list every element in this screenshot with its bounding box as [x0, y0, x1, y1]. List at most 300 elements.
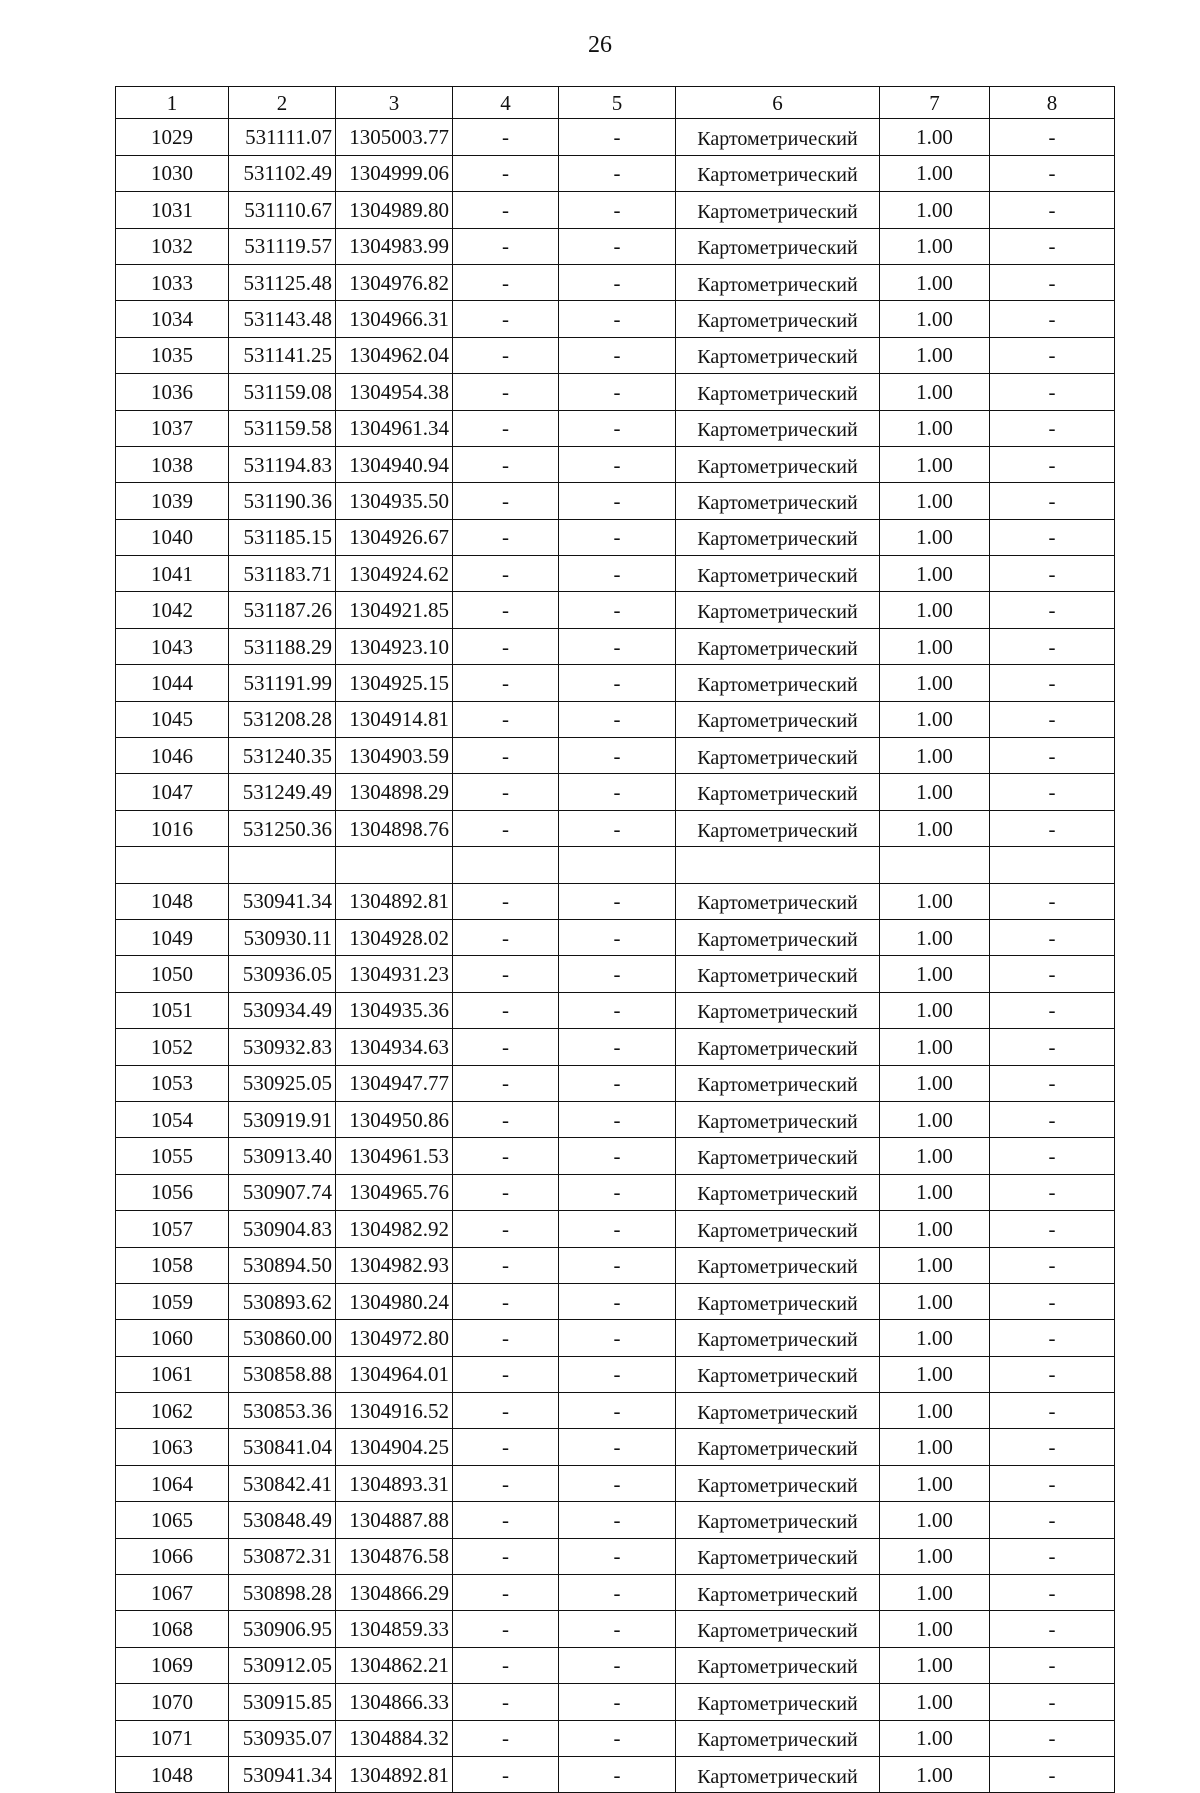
point-number-cell: 1039 [116, 483, 229, 519]
x-coordinate-cell: 530894.50 [229, 1247, 336, 1283]
col-5-cell: - [559, 1065, 676, 1101]
col-8-cell: - [990, 119, 1115, 155]
x-coordinate-cell: 530941.34 [229, 883, 336, 919]
method-cell: Картометрический [676, 1247, 880, 1283]
y-coordinate-cell: 1304934.63 [336, 1029, 453, 1065]
point-number-cell: 1032 [116, 228, 229, 264]
table-row [116, 1320, 1115, 1356]
col-5-cell: - [559, 1393, 676, 1429]
x-coordinate-cell: 531250.36 [229, 810, 336, 846]
col-8-cell: - [990, 1065, 1115, 1101]
accuracy-cell: 1.00 [880, 1647, 990, 1683]
method-cell: Картометрический [676, 1138, 880, 1174]
x-coordinate-cell: 530872.31 [229, 1538, 336, 1574]
y-coordinate-cell: 1304928.02 [336, 919, 453, 955]
col-4-cell: - [453, 1211, 559, 1247]
point-number-cell: 1049 [116, 919, 229, 955]
x-coordinate-cell: 531188.29 [229, 628, 336, 664]
col-8-cell: - [990, 592, 1115, 628]
table-row [116, 1211, 1115, 1247]
col-8-cell: - [990, 956, 1115, 992]
col-5-cell [559, 847, 676, 883]
col-5-cell: - [559, 1138, 676, 1174]
point-number-cell: 1052 [116, 1029, 229, 1065]
y-coordinate-cell: 1305003.77 [336, 119, 453, 155]
col-4-cell: - [453, 228, 559, 264]
col-4-cell: - [453, 1647, 559, 1683]
col-5-cell: - [559, 519, 676, 555]
point-number-cell: 1043 [116, 628, 229, 664]
col-8-cell: - [990, 738, 1115, 774]
accuracy-cell: 1.00 [880, 956, 990, 992]
x-coordinate-cell: 530907.74 [229, 1174, 336, 1210]
method-cell: Картометрический [676, 1575, 880, 1611]
col-4-cell [453, 847, 559, 883]
accuracy-cell: 1.00 [880, 519, 990, 555]
col-4-cell: - [453, 665, 559, 701]
method-cell: Картометрический [676, 701, 880, 737]
y-coordinate-cell: 1304980.24 [336, 1283, 453, 1319]
y-coordinate-cell: 1304866.29 [336, 1575, 453, 1611]
col-8-cell: - [990, 1247, 1115, 1283]
x-coordinate-cell: 530893.62 [229, 1283, 336, 1319]
table-row [116, 1065, 1115, 1101]
method-cell: Картометрический [676, 1320, 880, 1356]
table-row [116, 1101, 1115, 1137]
method-cell: Картометрический [676, 592, 880, 628]
point-number-cell: 1055 [116, 1138, 229, 1174]
col-5-cell: - [559, 701, 676, 737]
method-cell: Картометрический [676, 1611, 880, 1647]
x-coordinate-cell: 530841.04 [229, 1429, 336, 1465]
col-5-cell: - [559, 1283, 676, 1319]
col-4-cell: - [453, 374, 559, 410]
col-4-cell: - [453, 810, 559, 846]
table-row [116, 1611, 1115, 1647]
method-cell: Картометрический [676, 1465, 880, 1501]
table-row [116, 1684, 1115, 1720]
accuracy-cell: 1.00 [880, 228, 990, 264]
accuracy-cell: 1.00 [880, 992, 990, 1028]
y-coordinate-cell: 1304925.15 [336, 665, 453, 701]
accuracy-cell: 1.00 [880, 1211, 990, 1247]
x-coordinate-cell: 530932.83 [229, 1029, 336, 1065]
method-cell: Картометрический [676, 556, 880, 592]
col-4-cell: - [453, 1465, 559, 1501]
col-8-cell: - [990, 883, 1115, 919]
method-cell: Картометрический [676, 155, 880, 191]
point-number-cell: 1045 [116, 701, 229, 737]
column-header-1: 1 [116, 87, 229, 119]
y-coordinate-cell: 1304983.99 [336, 228, 453, 264]
accuracy-cell: 1.00 [880, 192, 990, 228]
col-8-cell: - [990, 264, 1115, 300]
accuracy-cell: 1.00 [880, 1029, 990, 1065]
accuracy-cell: 1.00 [880, 1065, 990, 1101]
col-5-cell: - [559, 919, 676, 955]
y-coordinate-cell: 1304893.31 [336, 1465, 453, 1501]
x-coordinate-cell: 531110.67 [229, 192, 336, 228]
col-4-cell: - [453, 1393, 559, 1429]
point-number-cell: 1048 [116, 883, 229, 919]
column-header-4: 4 [453, 87, 559, 119]
x-coordinate-cell: 531111.07 [229, 119, 336, 155]
accuracy-cell: 1.00 [880, 810, 990, 846]
point-number-cell: 1033 [116, 264, 229, 300]
col-5-cell: - [559, 1756, 676, 1792]
col-8-cell: - [990, 1429, 1115, 1465]
col-5-cell: - [559, 665, 676, 701]
table-row [116, 1720, 1115, 1756]
col-4-cell: - [453, 119, 559, 155]
method-cell: Картометрический [676, 1684, 880, 1720]
accuracy-cell: 1.00 [880, 1429, 990, 1465]
point-number-cell: 1061 [116, 1356, 229, 1392]
table-row [116, 1502, 1115, 1538]
col-5-cell: - [559, 1720, 676, 1756]
y-coordinate-cell: 1304898.76 [336, 810, 453, 846]
col-5-cell: - [559, 374, 676, 410]
col-4-cell: - [453, 556, 559, 592]
method-cell: Картометрический [676, 919, 880, 955]
point-number-cell: 1058 [116, 1247, 229, 1283]
point-number-cell: 1067 [116, 1575, 229, 1611]
col-5-cell: - [559, 1611, 676, 1647]
col-8-cell: - [990, 1320, 1115, 1356]
accuracy-cell: 1.00 [880, 1320, 990, 1356]
column-header-5: 5 [559, 87, 676, 119]
table-row [116, 301, 1115, 337]
col-4-cell: - [453, 1174, 559, 1210]
col-5-cell: - [559, 264, 676, 300]
y-coordinate-cell: 1304876.58 [336, 1538, 453, 1574]
y-coordinate-cell: 1304892.81 [336, 883, 453, 919]
x-coordinate-cell: 531159.08 [229, 374, 336, 410]
col-4-cell: - [453, 410, 559, 446]
y-coordinate-cell: 1304904.25 [336, 1429, 453, 1465]
method-cell: Картометрический [676, 774, 880, 810]
col-5-cell: - [559, 592, 676, 628]
y-coordinate-cell: 1304989.80 [336, 192, 453, 228]
method-cell: Картометрический [676, 738, 880, 774]
x-coordinate-cell: 530904.83 [229, 1211, 336, 1247]
y-coordinate-cell: 1304884.32 [336, 1720, 453, 1756]
y-coordinate-cell: 1304914.81 [336, 701, 453, 737]
table-row [116, 919, 1115, 955]
method-cell: Картометрический [676, 1538, 880, 1574]
col-8-cell: - [990, 337, 1115, 373]
col-4-cell: - [453, 192, 559, 228]
col-4-cell: - [453, 264, 559, 300]
table-row [116, 192, 1115, 228]
point-number-cell: 1029 [116, 119, 229, 155]
col-5-cell: - [559, 1211, 676, 1247]
col-5-cell: - [559, 1538, 676, 1574]
accuracy-cell: 1.00 [880, 592, 990, 628]
x-coordinate-cell: 530860.00 [229, 1320, 336, 1356]
y-coordinate-cell: 1304965.76 [336, 1174, 453, 1210]
col-8-cell: - [990, 1538, 1115, 1574]
x-coordinate-cell: 530906.95 [229, 1611, 336, 1647]
col-5-cell: - [559, 483, 676, 519]
method-cell: Картометрический [676, 1101, 880, 1137]
x-coordinate-cell: 530934.49 [229, 992, 336, 1028]
col-4-cell: - [453, 519, 559, 555]
y-coordinate-cell: 1304982.92 [336, 1211, 453, 1247]
x-coordinate-cell: 531185.15 [229, 519, 336, 555]
table-row [116, 1283, 1115, 1319]
accuracy-cell: 1.00 [880, 665, 990, 701]
table-row [116, 519, 1115, 555]
accuracy-cell: 1.00 [880, 738, 990, 774]
col-4-cell: - [453, 701, 559, 737]
x-coordinate-cell: 530912.05 [229, 1647, 336, 1683]
x-coordinate-cell: 531102.49 [229, 155, 336, 191]
col-8-cell: - [990, 1684, 1115, 1720]
table-row [116, 628, 1115, 664]
page-number: 26 [588, 32, 612, 58]
point-number-cell: 1068 [116, 1611, 229, 1647]
method-cell: Картометрический [676, 1720, 880, 1756]
method-cell: Картометрический [676, 665, 880, 701]
x-coordinate-cell: 531194.83 [229, 446, 336, 482]
y-coordinate-cell: 1304892.81 [336, 1756, 453, 1792]
table-row [116, 956, 1115, 992]
y-coordinate-cell: 1304923.10 [336, 628, 453, 664]
x-coordinate-cell: 531183.71 [229, 556, 336, 592]
col-5-cell: - [559, 228, 676, 264]
point-number-cell: 1040 [116, 519, 229, 555]
y-coordinate-cell: 1304961.34 [336, 410, 453, 446]
method-cell: Картометрический [676, 1065, 880, 1101]
table-row [116, 1575, 1115, 1611]
col-4-cell: - [453, 1611, 559, 1647]
table-row [116, 228, 1115, 264]
x-coordinate-cell: 530919.91 [229, 1101, 336, 1137]
col-8-cell: - [990, 810, 1115, 846]
col-4-cell: - [453, 1429, 559, 1465]
table-row [116, 592, 1115, 628]
method-cell: Картометрический [676, 1211, 880, 1247]
col-8-cell [990, 847, 1115, 883]
table-row [116, 810, 1115, 846]
y-coordinate-cell: 1304903.59 [336, 738, 453, 774]
y-coordinate-cell: 1304931.23 [336, 956, 453, 992]
col-5-cell: - [559, 556, 676, 592]
accuracy-cell: 1.00 [880, 919, 990, 955]
column-header-3: 3 [336, 87, 453, 119]
col-5-cell: - [559, 1465, 676, 1501]
accuracy-cell: 1.00 [880, 1611, 990, 1647]
x-coordinate-cell: 531191.99 [229, 665, 336, 701]
accuracy-cell: 1.00 [880, 1356, 990, 1392]
col-4-cell: - [453, 1283, 559, 1319]
col-8-cell: - [990, 1756, 1115, 1792]
accuracy-cell: 1.00 [880, 337, 990, 373]
col-4-cell: - [453, 883, 559, 919]
col-8-cell: - [990, 301, 1115, 337]
col-4-cell: - [453, 1101, 559, 1137]
y-coordinate-cell: 1304887.88 [336, 1502, 453, 1538]
method-cell: Картометрический [676, 264, 880, 300]
y-coordinate-cell: 1304898.29 [336, 774, 453, 810]
col-8-cell: - [990, 192, 1115, 228]
table-row [116, 337, 1115, 373]
y-coordinate-cell: 1304862.21 [336, 1647, 453, 1683]
y-coordinate-cell: 1304972.80 [336, 1320, 453, 1356]
method-cell: Картометрический [676, 410, 880, 446]
table-row [116, 374, 1115, 410]
x-coordinate-cell: 531190.36 [229, 483, 336, 519]
y-coordinate-cell: 1304924.62 [336, 556, 453, 592]
y-coordinate-cell: 1304999.06 [336, 155, 453, 191]
col-5-cell: - [559, 119, 676, 155]
method-cell: Картометрический [676, 1393, 880, 1429]
col-8-cell: - [990, 1393, 1115, 1429]
y-coordinate-cell: 1304954.38 [336, 374, 453, 410]
col-8-cell: - [990, 410, 1115, 446]
col-5-cell: - [559, 628, 676, 664]
col-8-cell: - [990, 1211, 1115, 1247]
x-coordinate-cell: 531125.48 [229, 264, 336, 300]
y-coordinate-cell: 1304859.33 [336, 1611, 453, 1647]
y-coordinate-cell: 1304950.86 [336, 1101, 453, 1137]
col-5-cell: - [559, 1502, 676, 1538]
col-4-cell: - [453, 1065, 559, 1101]
table-row [116, 1029, 1115, 1065]
point-number-cell: 1051 [116, 992, 229, 1028]
point-number-cell: 1036 [116, 374, 229, 410]
accuracy-cell: 1.00 [880, 1393, 990, 1429]
col-4-cell: - [453, 1356, 559, 1392]
method-cell: Картометрический [676, 1756, 880, 1792]
x-coordinate-cell [229, 847, 336, 883]
y-coordinate-cell: 1304982.93 [336, 1247, 453, 1283]
y-coordinate-cell: 1304976.82 [336, 264, 453, 300]
col-5-cell: - [559, 1247, 676, 1283]
accuracy-cell: 1.00 [880, 1247, 990, 1283]
col-4-cell: - [453, 1575, 559, 1611]
point-number-cell: 1060 [116, 1320, 229, 1356]
point-number-cell: 1031 [116, 192, 229, 228]
col-8-cell: - [990, 519, 1115, 555]
accuracy-cell [880, 847, 990, 883]
method-cell: Картометрический [676, 1647, 880, 1683]
x-coordinate-cell: 530858.88 [229, 1356, 336, 1392]
col-8-cell: - [990, 1174, 1115, 1210]
table-row [116, 1756, 1115, 1792]
accuracy-cell: 1.00 [880, 301, 990, 337]
x-coordinate-cell: 530842.41 [229, 1465, 336, 1501]
table-body [116, 87, 1115, 1793]
method-cell: Картометрический [676, 301, 880, 337]
col-5-cell: - [559, 301, 676, 337]
table-row [116, 483, 1115, 519]
point-number-cell: 1056 [116, 1174, 229, 1210]
accuracy-cell: 1.00 [880, 556, 990, 592]
point-number-cell: 1044 [116, 665, 229, 701]
col-4-cell: - [453, 774, 559, 810]
y-coordinate-cell: 1304966.31 [336, 301, 453, 337]
col-4-cell: - [453, 738, 559, 774]
y-coordinate-cell: 1304866.33 [336, 1684, 453, 1720]
col-5-cell: - [559, 738, 676, 774]
col-8-cell: - [990, 446, 1115, 482]
col-5-cell: - [559, 1647, 676, 1683]
x-coordinate-cell: 531240.35 [229, 738, 336, 774]
method-cell: Картометрический [676, 337, 880, 373]
col-5-cell: - [559, 1320, 676, 1356]
x-coordinate-cell: 531143.48 [229, 301, 336, 337]
method-cell: Картометрический [676, 628, 880, 664]
accuracy-cell: 1.00 [880, 1174, 990, 1210]
point-number-cell: 1066 [116, 1538, 229, 1574]
col-5-cell: - [559, 1174, 676, 1210]
point-number-cell: 1070 [116, 1684, 229, 1720]
col-4-cell: - [453, 992, 559, 1028]
table-row [116, 665, 1115, 701]
method-cell: Картометрический [676, 1356, 880, 1392]
table-row [116, 1393, 1115, 1429]
col-5-cell: - [559, 410, 676, 446]
col-8-cell: - [990, 1029, 1115, 1065]
col-8-cell: - [990, 1356, 1115, 1392]
method-cell: Картометрический [676, 956, 880, 992]
col-5-cell: - [559, 1029, 676, 1065]
table-row [116, 410, 1115, 446]
table-row [116, 1174, 1115, 1210]
column-header-7: 7 [880, 87, 990, 119]
point-number-cell: 1071 [116, 1720, 229, 1756]
method-cell: Картометрический [676, 1502, 880, 1538]
y-coordinate-cell: 1304962.04 [336, 337, 453, 373]
x-coordinate-cell: 530925.05 [229, 1065, 336, 1101]
accuracy-cell: 1.00 [880, 1502, 990, 1538]
y-coordinate-cell: 1304935.50 [336, 483, 453, 519]
point-number-cell: 1037 [116, 410, 229, 446]
x-coordinate-cell: 530930.11 [229, 919, 336, 955]
table-row [116, 556, 1115, 592]
col-4-cell: - [453, 1138, 559, 1174]
col-5-cell: - [559, 192, 676, 228]
accuracy-cell: 1.00 [880, 628, 990, 664]
column-header-2: 2 [229, 87, 336, 119]
y-coordinate-cell: 1304921.85 [336, 592, 453, 628]
accuracy-cell: 1.00 [880, 1575, 990, 1611]
accuracy-cell: 1.00 [880, 1538, 990, 1574]
method-cell: Картометрический [676, 810, 880, 846]
point-number-cell: 1046 [116, 738, 229, 774]
method-cell: Картометрический [676, 446, 880, 482]
accuracy-cell: 1.00 [880, 701, 990, 737]
col-8-cell: - [990, 1611, 1115, 1647]
col-5-cell: - [559, 155, 676, 191]
method-cell: Картометрический [676, 1429, 880, 1465]
accuracy-cell: 1.00 [880, 264, 990, 300]
point-number-cell: 1053 [116, 1065, 229, 1101]
col-5-cell: - [559, 810, 676, 846]
point-number-cell: 1048 [116, 1756, 229, 1792]
accuracy-cell: 1.00 [880, 1465, 990, 1501]
point-number-cell: 1059 [116, 1283, 229, 1319]
y-coordinate-cell: 1304935.36 [336, 992, 453, 1028]
table-row [116, 1647, 1115, 1683]
y-coordinate-cell: 1304964.01 [336, 1356, 453, 1392]
col-8-cell: - [990, 228, 1115, 264]
method-cell: Картометрический [676, 519, 880, 555]
point-number-cell: 1041 [116, 556, 229, 592]
method-cell: Картометрический [676, 374, 880, 410]
